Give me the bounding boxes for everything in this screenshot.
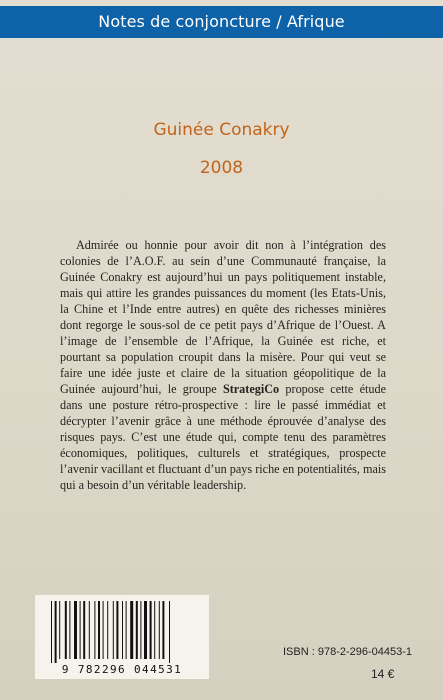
barcode [35, 595, 209, 679]
series-banner [0, 6, 443, 38]
blurb-text-part2: propose cette étude dans une posture rétro-prospective : lire le passé immédiat et décrypter l’avenir grâce à une méthode éprouvée d’analyse des risques pays. C’est une étude qui, compte tenu des paramètres économiques, politiques, culturels et stratégiques, prospecte l’avenir vacillant et fluctuant d’un pays riche en potentialités, mais qui a besoin d’un véritable leadership. [60, 382, 386, 492]
publication-year: 2008 [199, 158, 244, 178]
publisher-brand: StrategiCo [222, 382, 280, 396]
price: 14 € [371, 667, 395, 681]
series-label: Notes de conjoncture / Afrique [98, 12, 345, 31]
blurb-paragraph [60, 237, 386, 493]
barcode-bars [49, 601, 195, 663]
book-title: Guinée Conakry [153, 120, 290, 140]
isbn: ISBN : 978-2-296-04453-1 [283, 646, 413, 658]
blurb-text-part1: Admirée ou honnie pour avoir dit non à l’intégration des colonies de l’A.O.F. au sein d’une Communauté française, la Guinée Conakry est aujourd’hui un pays politiquement instable, mais qui attire les grandes puissances du moment (les Etats-Unis, la Chine et l’Inde entre autres) en quête des richesses minières dont regorge le sous-sol de ce petit pays d’Afrique de l’Ouest. A l’image de l’ensemble de l’Afrique, la Guinée est riche, et pourtant sa population croupit dans la misère. Pour qui veut se faire une idée juste et claire de la situation géopolitique de la Guinée aujourd’hui, le groupe [60, 238, 386, 396]
barcode-digits: 9 782296 044531 [61, 663, 183, 676]
